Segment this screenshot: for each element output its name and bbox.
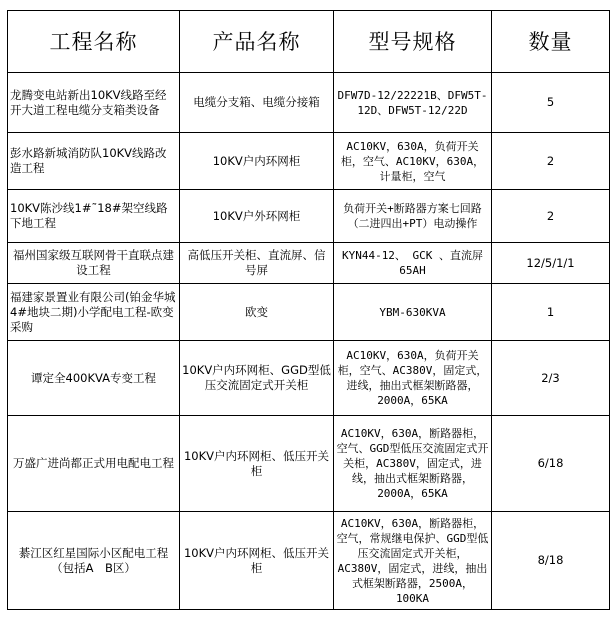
cell-project-name: 綦江区红星国际小区配电工程（包括A B区）	[8, 512, 180, 610]
cell-model-spec: 负荷开关+断路器方案七回路（二进四出+PT）电动操作	[334, 190, 492, 243]
table-row	[8, 341, 610, 416]
table-row	[8, 416, 610, 512]
header-quantity-text: 数量	[528, 29, 573, 54]
header-product-name	[180, 11, 334, 73]
header-quantity	[492, 11, 610, 73]
cell-product-name: 10KV户外环网柜	[180, 190, 334, 243]
cell-model-spec: YBM-630KVA	[334, 284, 492, 341]
cell-product-name: 10KV户内环网柜、低压开关柜	[180, 416, 334, 512]
cell-model-spec: KYN44-12、 GCK 、直流屏65AH	[334, 243, 492, 284]
header-row	[8, 11, 610, 73]
cell-quantity: 1	[492, 284, 610, 341]
cell-quantity: 6/18	[492, 416, 610, 512]
cell-model-spec: AC10KV，630A，断路器柜，空气，常规继电保护、GGD型低压交流固定式开关柜，AC380V，固定式，进线，抽出式框架断路器，2500A，100KA	[334, 512, 492, 610]
table-row	[8, 284, 610, 341]
header-project-name-text: 工程名称	[49, 29, 138, 54]
cell-product-name: 高低压开关柜、直流屏、信号屏	[180, 243, 334, 284]
cell-model-spec: AC10KV，630A，负荷开关柜，空气、AC10KV，630A，计量柜，空气	[334, 133, 492, 190]
cell-product-name: 10KV户内环网柜、低压开关柜	[180, 512, 334, 610]
cell-project-name: 福建家景置业有限公司(铂金华城4#地块二期)小学配电工程-欧变采购	[8, 284, 180, 341]
table-row	[8, 133, 610, 190]
header-model-spec-text: 型号规格	[368, 29, 457, 54]
cell-quantity: 2	[492, 133, 610, 190]
cell-product-name: 欧变	[180, 284, 334, 341]
cell-quantity: 8/18	[492, 512, 610, 610]
cell-project-name: 福州国家级互联网骨干直联点建设工程	[8, 243, 180, 284]
cell-model-spec: AC10KV，630A，断路器柜，空气、GGD型低压交流固定式开关柜，AC380V，固定式，进线，抽出式框架断路器，2000A，65KA	[334, 416, 492, 512]
cell-product-name: 10KV户内环网柜、GGD型低压交流固定式开关柜	[180, 341, 334, 416]
cell-project-name: 10KV陈沙线1#˜18#架空线路下地工程	[8, 190, 180, 243]
cell-project-name: 谭定全400KVA专变工程	[8, 341, 180, 416]
cell-project-name: 龙腾变电站新出10KV线路至经开大道工程电缆分支箱类设备	[8, 73, 180, 133]
cell-product-name: 电缆分支箱、电缆分接箱	[180, 73, 334, 133]
table-row	[8, 512, 610, 610]
cell-model-spec: AC10KV，630A，负荷开关柜，空气、AC380V，固定式，进线，抽出式框架断路器，2000A，65KA	[334, 341, 492, 416]
cell-project-name: 万盛广进尚都正式用电配电工程	[8, 416, 180, 512]
table-row	[8, 243, 610, 284]
cell-quantity: 2/3	[492, 341, 610, 416]
cell-product-name: 10KV户内环网柜	[180, 133, 334, 190]
cell-quantity: 2	[492, 190, 610, 243]
cell-model-spec: DFW7D-12/22221B、DFW5T-12D、DFW5T-12/22D	[334, 73, 492, 133]
header-project-name	[8, 11, 180, 73]
table-row	[8, 190, 610, 243]
table-row	[8, 73, 610, 133]
header-product-name-text: 产品名称	[212, 29, 301, 54]
header-model-spec	[334, 11, 492, 73]
cell-quantity: 5	[492, 73, 610, 133]
cell-project-name: 彭水路新城消防队10KV线路改造工程	[8, 133, 180, 190]
cell-quantity: 12/5/1/1	[492, 243, 610, 284]
project-table	[7, 10, 610, 610]
